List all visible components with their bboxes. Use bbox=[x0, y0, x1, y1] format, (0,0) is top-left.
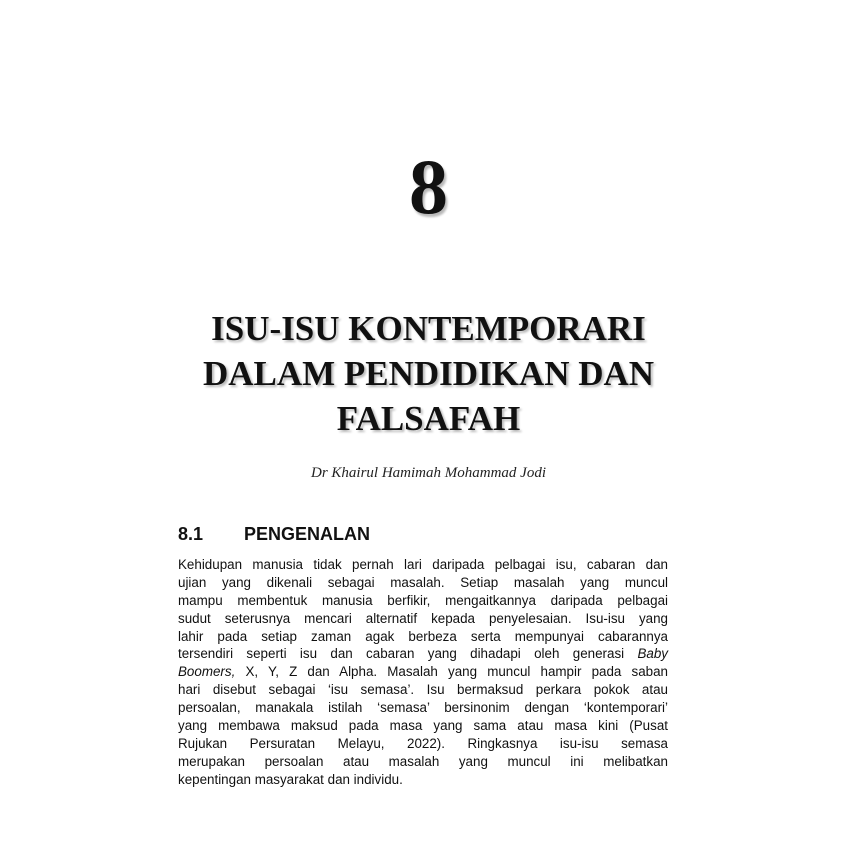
paragraph-line: persoalan, manakala istilah ‘semasa’ bersinonim dengan ‘kontemporari’ bbox=[178, 700, 668, 716]
paragraph-text: X, Y, Z dan Alpha. Masalah yang muncul hampir pada saban bbox=[235, 664, 668, 680]
paragraph-line-with-italic bbox=[178, 645, 668, 663]
chapter-number: 8 bbox=[409, 143, 448, 230]
author-name: Dr Khairul Hamimah Mohammad Jodi bbox=[311, 465, 546, 481]
italic-term: Boomers, bbox=[178, 664, 236, 680]
paragraph-line: ujian yang dikenali sebagai masalah. Setiap masalah yang muncul bbox=[178, 574, 668, 590]
section-number: 8.1 bbox=[178, 524, 204, 544]
section-title: PENGENALAN bbox=[244, 524, 371, 544]
chapter-title-line-3: FALSAFAH bbox=[336, 399, 521, 438]
body-paragraph bbox=[178, 556, 668, 789]
paragraph-line: lahir pada setiap zaman agak berbeza serta mempunyai cabarannya bbox=[178, 628, 668, 644]
italic-term: Baby bbox=[637, 646, 668, 662]
chapter-title-line-1: ISU-ISU KONTEMPORARI bbox=[211, 309, 646, 348]
paragraph-line: Rujukan Persuratan Melayu, 2022). Ringkasnya isu-isu semasa bbox=[178, 735, 668, 751]
paragraph-line: hari disebut sebagai ‘isu semasa’. Isu bermaksud perkara pokok atau bbox=[178, 682, 668, 698]
paragraph-line: kepentingan masyarakat dan individu. bbox=[178, 771, 403, 787]
section-heading bbox=[178, 523, 678, 545]
paragraph-line: mampu membentuk manusia berfikir, mengaitkannya daripada pelbagai bbox=[178, 592, 668, 608]
paragraph-line: sudut seterusnya mencari alternatif kepada penyelesaian. Isu-isu yang bbox=[178, 610, 668, 626]
paragraph-line-with-italic bbox=[178, 663, 668, 681]
chapter-title-line-2: DALAM PENDIDIKAN DAN bbox=[202, 354, 655, 393]
paragraph-line: merupakan persoalan atau masalah yang muncul ini melibatkan bbox=[178, 753, 668, 769]
paragraph-text: tersendiri seperti isu dan cabaran yang dihadapi oleh generasi bbox=[178, 646, 625, 662]
paragraph-line: Kehidupan manusia tidak pernah lari daripada pelbagai isu, cabaran dan bbox=[178, 557, 668, 572]
chapter-title bbox=[120, 306, 737, 441]
paragraph-line: yang membawa maksud pada masa yang sama atau masa kini (Pusat bbox=[178, 718, 668, 734]
